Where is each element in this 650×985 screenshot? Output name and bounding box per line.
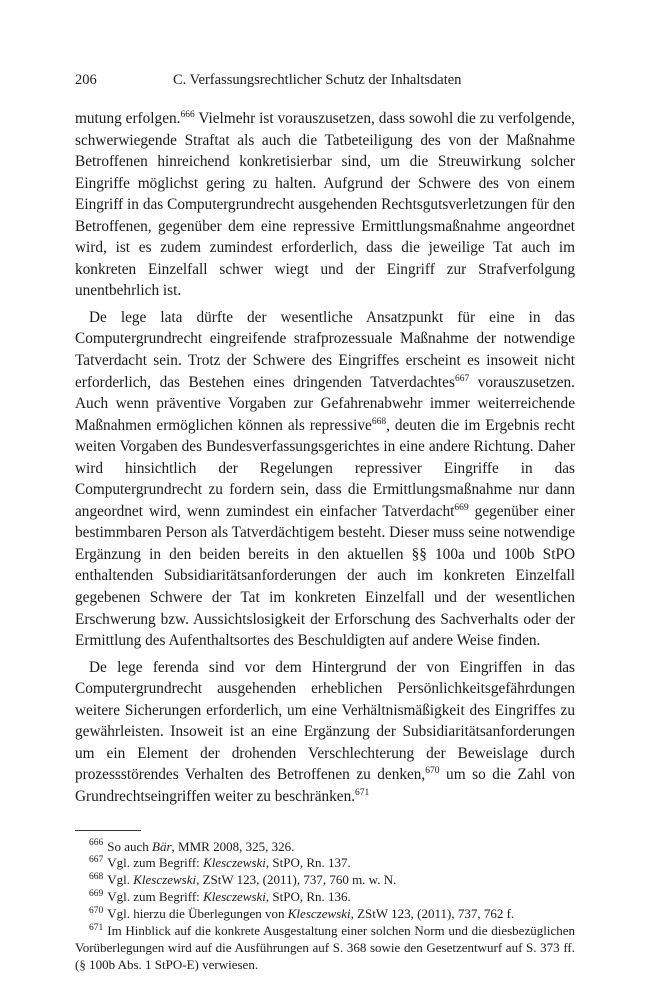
footnote-number: 671 [89, 922, 104, 933]
text-run: , ZStW 123, (2011), 737, 760 m. w. N. [196, 872, 397, 888]
footnote-ref-671: 671 [355, 787, 370, 798]
running-title: C. Verfassungsrechtlicher Schutz der Inhaltsdaten [173, 72, 462, 88]
text-run: gegenüber einer bestimmbaren Person als Tatverdächtigem besteht. Dieser muss seine notwendige Ergänzung in den beiden bereits in den aktuellen §§ 100a und 100b StPO enthaltenden Subsidiaritätsanforderungen der auch im konkreten Einzelfall gegebenen Schwere der Tat im konkreten Einzelfall und der wesentlichen Erschwerung bzw. Aussichtslosigkeit der Erforschung des Sachverhalts oder der Ermittlung des Aufenthaltsortes des Beschuldigten auf andere Weise finden. [75, 502, 575, 650]
text-run: vorauszusetzen. Auch wenn präventive Vorgaben zur Gefahrenabwehr immer weiterreichende Maßnahmen ermöglichen können als repressive [75, 373, 576, 434]
text-run: Vgl. zum Begriff: [107, 889, 204, 905]
body-text [75, 108, 575, 808]
footnote-ref-669: 669 [454, 502, 469, 513]
text-run: , ZStW 123, (2011), 737, 762 f. [350, 906, 515, 922]
text-run: Im Hinblick auf die konkrete Ausgestaltung einer solchen Norm und die diesbezüglichen Vorüberlegungen wird auf die Ausführungen auf S. 368 sowie den Gesetzentwurf auf S. 373 ff. (§ 100b Abs. 1 StPO-E) verwiesen. [75, 923, 575, 972]
text-run: De lege ferenda sind vor dem Hintergrund der von Eingriffen in das Computergrundrecht ausgehenden erheblichen Persönlichkeitsgefährdungen weitere Sicherungen erforderlich, um eine Verhältnismäßigkeit des Eingriffes zu gewährleisten. Insoweit ist an eine Ergänzung der Subsidiaritätsanforderungen um ein Element der drohenden Verschlechterung der Beweislage durch prozessstörendes Verhalten des Betroffenen zu denken, [75, 658, 575, 784]
footnote-669 [75, 889, 575, 906]
italic-author-name: Klesczewski [203, 889, 266, 905]
italic-author-name: Bär [152, 838, 172, 854]
text-run: Vielmehr ist vorauszusetzen, dass sowohl die zu verfolgende, schwerwiegende Straftat als auch die Tatbeteiligung des von der Maßnahme Betroffenen hinreichend konkretisierbar sind, um die Streuwirkung solcher Eingriffe möglichst gering zu halten. Aufgrund der Schwere des von einem Eingriff in das Computergrundrecht ausgehenden Rechtsgutsverletzungen für den Betroffenen, gegenüber dem eine repressive Ermittlungsmaßnahme angeordnet wird, ist es zudem zumindest erforderlich, dass die jeweilige Tat auch im konkreten Einzelfall schwer wiegt und der Eingriff zur Strafverfolgung unentbehrlich ist. [75, 110, 575, 300]
footnote-668 [75, 872, 575, 889]
italic-author-name: Klesczewski [287, 906, 351, 922]
text-run: , StPO, Rn. 137. [265, 855, 351, 871]
paragraph-2 [75, 307, 575, 652]
footnotes [75, 839, 575, 974]
text-run: mutung erfolgen. [75, 110, 181, 127]
footnote-666 [75, 839, 575, 856]
text-run: De lege lata dürfte der wesentliche Ansatzpunkt für eine in das Computergrundrecht eingreifende strafprozessuale Maßnahme der notwendige Tatverdacht sein. Trotz der Schwere des Eingriffes erscheint es insoweit nicht erforderlich, das Bestehen eines dringenden Tatverdachtes [75, 308, 575, 391]
text-run: So auch [107, 838, 153, 854]
footnote-number: 668 [89, 871, 104, 882]
italic-author-name: Klesczewski [133, 872, 197, 888]
page-header [75, 72, 575, 94]
footnote-number: 666 [89, 838, 104, 849]
footnote-667 [75, 855, 575, 872]
footnote-670 [75, 906, 575, 923]
text-run: , MMR 2008, 325, 326. [171, 838, 295, 854]
footnote-number: 667 [89, 855, 104, 866]
text-run: , deuten die im Ergebnis recht weiten Vorgaben des Bundesverfassungsgerichtes in eine andere Richtung. Daher wird hinsichtlich der Regelungen repressiver Eingriffe in das Computergrundrecht zu fordern sein, dass die Ermittlungsmaßnahme nur dann angeordnet wird, wenn zumindest ein einfacher Tatverdacht [75, 416, 575, 520]
text-run: , StPO, Rn. 136. [265, 889, 351, 905]
footnote-ref-666: 666 [180, 109, 195, 120]
text-run: um so die Zahl von Grundrechtseingriffen weiter zu beschränken. [75, 766, 576, 805]
text-run: Vgl. zum Begriff: [107, 855, 204, 871]
footnote-number: 670 [89, 905, 104, 916]
text-run: Vgl. hierzu die Überlegungen von [107, 906, 288, 922]
italic-author-name: Klesczewski [203, 855, 266, 871]
text-run: Vgl. [107, 872, 134, 888]
page-number: 206 [75, 72, 97, 88]
footnote-671 [75, 923, 575, 974]
paragraph-3 [75, 657, 575, 808]
footnote-number: 669 [89, 888, 104, 899]
footnote-ref-670: 670 [425, 766, 440, 777]
footnote-ref-667: 667 [454, 373, 470, 384]
book-page [75, 72, 575, 974]
paragraph-1 [75, 108, 575, 302]
footnote-separator [75, 830, 141, 831]
footnote-ref-668: 668 [371, 416, 387, 427]
